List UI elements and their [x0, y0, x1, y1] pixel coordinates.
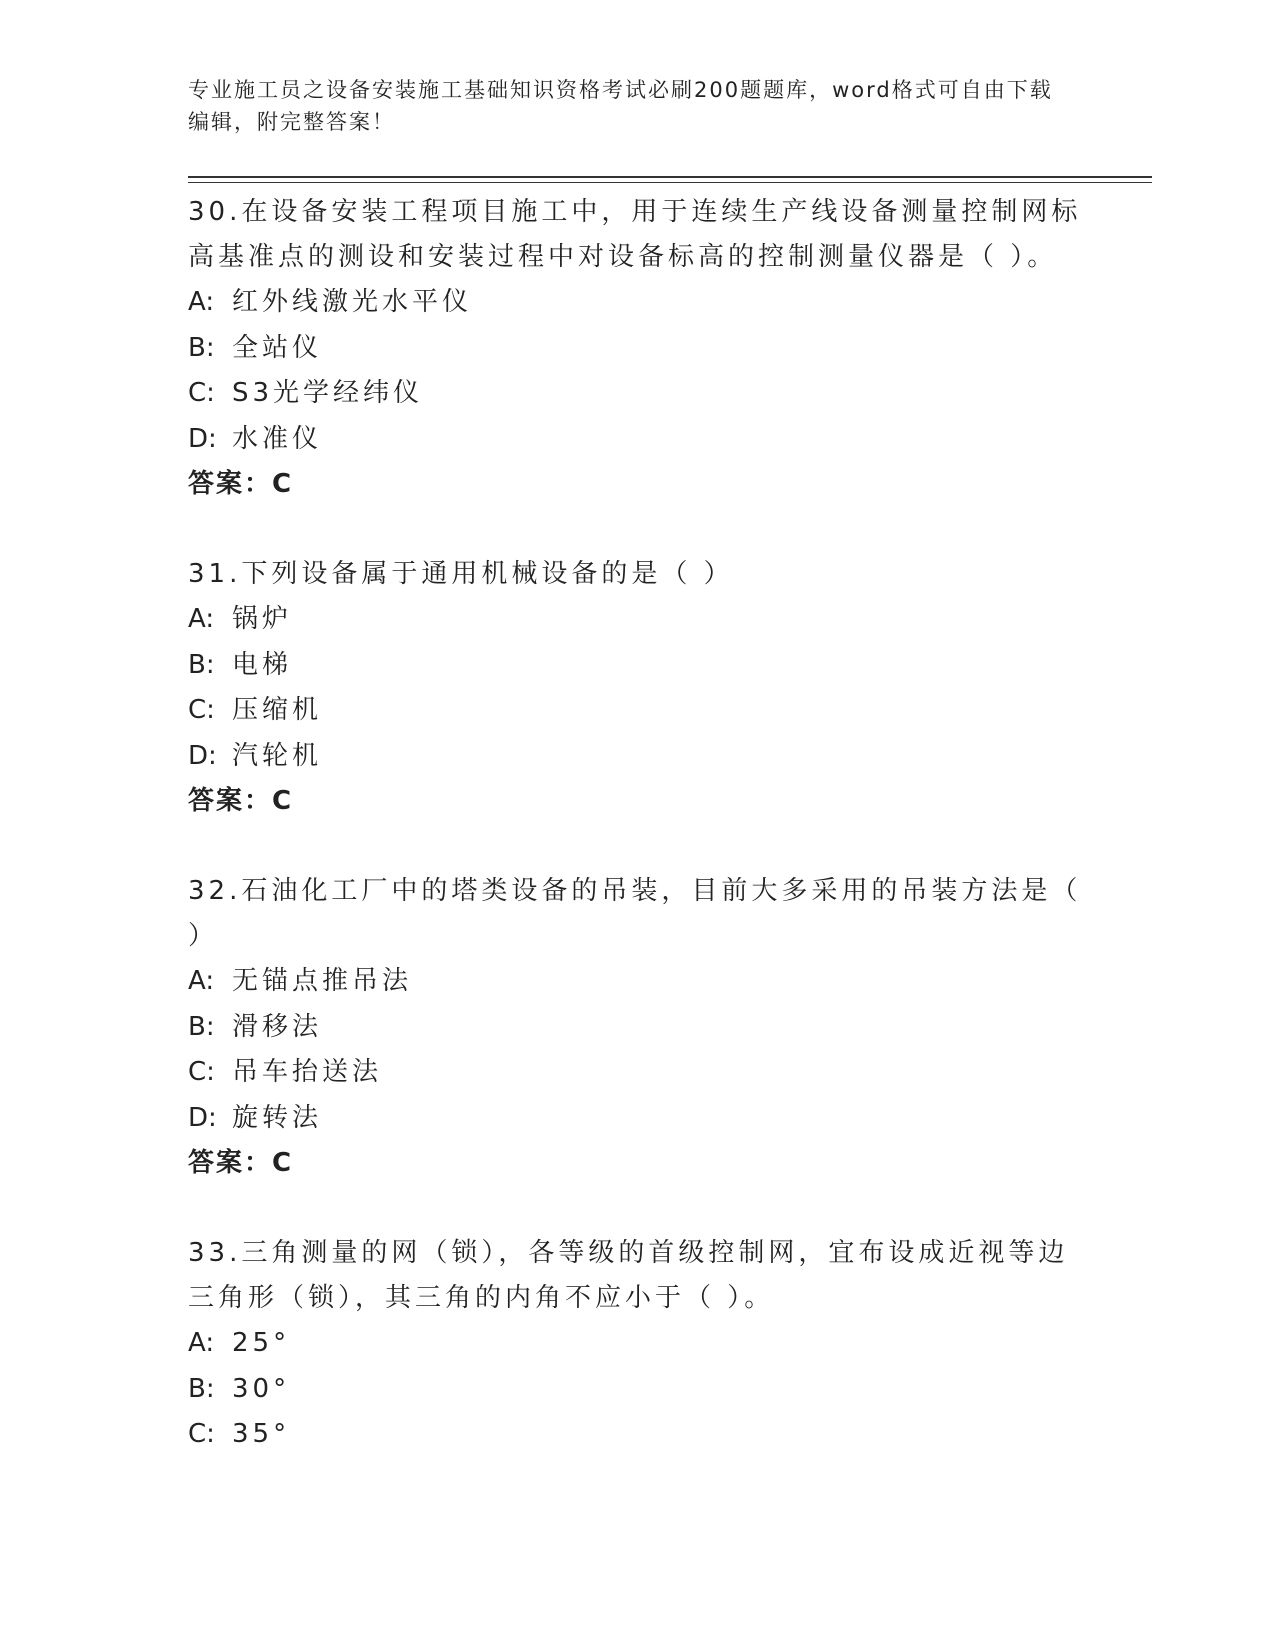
- option-label: A:: [188, 1328, 215, 1358]
- question-32: [188, 869, 1088, 1186]
- option-label: C:: [188, 1419, 215, 1449]
- question-body: 三角测量的网（锁），各等级的首级控制网，宜布设成近视等边三角形（锁），其三角的内角不应小于（ ）。: [188, 1238, 1069, 1313]
- option-c: [188, 1412, 1088, 1458]
- question-33: [188, 1231, 1088, 1458]
- question-31: [188, 552, 1088, 824]
- option-text: 汽轮机: [232, 740, 323, 771]
- option-a: [188, 1321, 1088, 1367]
- header-divider-thick: [188, 176, 1152, 178]
- option-text: 滑移法: [232, 1011, 323, 1042]
- option-text: 电梯: [232, 649, 293, 680]
- option-c: [188, 688, 1088, 734]
- question-text: [188, 190, 1088, 280]
- question-text: [188, 552, 1088, 597]
- answer: 答案：C: [188, 469, 294, 499]
- option-d: [188, 1096, 1088, 1142]
- option-label: B:: [188, 649, 215, 680]
- option-b: [188, 1005, 1088, 1051]
- option-label: A:: [188, 604, 215, 634]
- option-a: [188, 280, 1088, 326]
- question-number: 31.: [188, 559, 242, 589]
- option-a: [188, 597, 1088, 643]
- document-header: [188, 74, 1068, 138]
- option-b: [188, 326, 1088, 372]
- question-number: 33.: [188, 1238, 242, 1268]
- option-text: 压缩机: [232, 695, 323, 725]
- option-text: 旋转法: [232, 1102, 323, 1133]
- option-text: 水准仪: [232, 423, 323, 454]
- option-text: 红外线激光水平仪: [232, 287, 473, 317]
- header-divider-thin: [188, 182, 1152, 183]
- question-body: 下列设备属于通用机械设备的是（ ）: [241, 559, 734, 589]
- header-title: 专业施工员之设备安装施工基础知识资格考试必刷200题题库，word格式可自由下载编辑，附完整答案！: [188, 78, 1053, 134]
- question-30: [188, 190, 1088, 507]
- option-b: [188, 1367, 1088, 1413]
- option-label: C:: [188, 695, 215, 725]
- option-label: D:: [188, 1102, 217, 1133]
- answer: 答案：C: [188, 1148, 294, 1178]
- question-number: 32.: [188, 876, 242, 906]
- option-text: 35°: [232, 1419, 291, 1449]
- question-body: 石油化工厂中的塔类设备的吊装，目前大多采用的吊装方法是（ ）: [188, 876, 1082, 951]
- option-text: 锅炉: [232, 604, 293, 634]
- option-text: 无锚点推吊法: [232, 966, 413, 996]
- answer: 答案：C: [188, 786, 294, 816]
- option-label: C:: [188, 378, 215, 408]
- option-text: 30°: [232, 1373, 291, 1404]
- option-label: A:: [188, 287, 215, 317]
- option-label: B:: [188, 332, 215, 363]
- option-b: [188, 643, 1088, 689]
- option-d: [188, 417, 1088, 463]
- question-text: [188, 1231, 1088, 1321]
- option-label: B:: [188, 1373, 215, 1404]
- option-label: D:: [188, 740, 217, 771]
- option-c: [188, 371, 1088, 417]
- question-text: [188, 869, 1088, 959]
- option-label: B:: [188, 1011, 215, 1042]
- option-text: S3光学经纬仪: [232, 378, 424, 408]
- question-body: 在设备安装工程项目施工中，用于连续生产线设备测量控制网标高基准点的测设和安装过程中对设备标高的控制测量仪器是（ ）。: [188, 197, 1082, 272]
- option-text: 吊车抬送法: [232, 1057, 383, 1087]
- option-a: [188, 959, 1088, 1005]
- question-number: 30.: [188, 197, 242, 227]
- option-label: C:: [188, 1057, 215, 1087]
- option-label: A:: [188, 966, 215, 996]
- option-text: 25°: [232, 1328, 291, 1358]
- option-c: [188, 1050, 1088, 1096]
- option-text: 全站仪: [232, 332, 323, 363]
- option-d: [188, 734, 1088, 780]
- question-list: [188, 190, 1088, 1458]
- option-label: D:: [188, 423, 217, 454]
